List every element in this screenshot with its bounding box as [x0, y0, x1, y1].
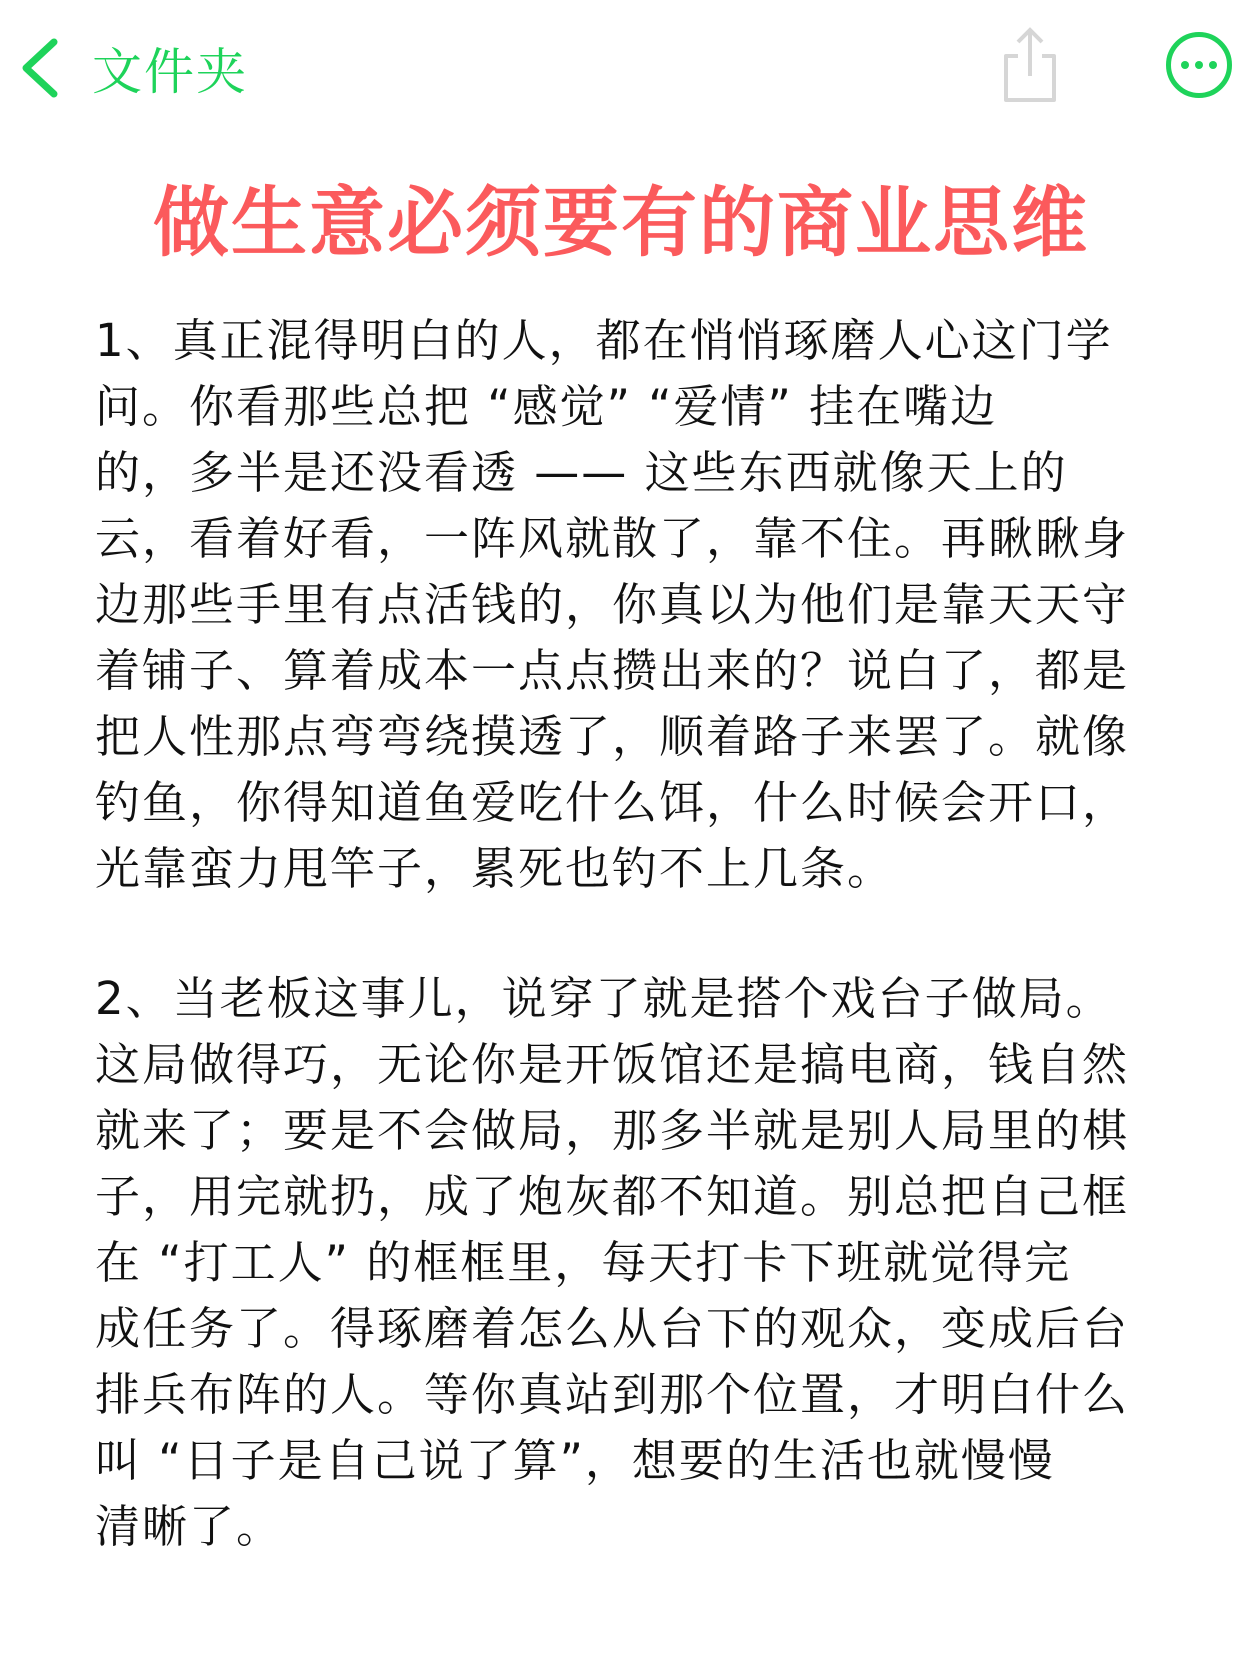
text-line: 2、当老板这事儿，说穿了就是搭个戏台子做局。 — [95, 972, 1113, 1025]
text-line: 成任务了。得琢磨着怎么从台下的观众，变成后台 — [95, 1302, 1130, 1355]
text-line: 把人性那点弯弯绕摸透了，顺着路子来罢了。就像 — [95, 710, 1130, 763]
text-line: 钓鱼，你得知道鱼爱吃什么饵，什么时候会开口， — [95, 776, 1130, 829]
text-line: 的，多半是还没看透 —— 这些东西就像天上的 — [95, 446, 1068, 499]
back-button[interactable] — [18, 32, 248, 104]
dot-icon — [1209, 61, 1217, 69]
chevron-left-icon — [18, 36, 62, 100]
text-line: 叫 “日子是自己说了算”，想要的生活也就慢慢 — [95, 1434, 1055, 1487]
text-line: 问。你看那些总把 “感觉” “爱情” 挂在嘴边 — [95, 380, 998, 433]
text-line: 排兵布阵的人。等你真站到那个位置，才明白什么 — [95, 1368, 1130, 1421]
text-line: 清晰了。 — [95, 1500, 284, 1553]
share-icon[interactable] — [1000, 26, 1060, 104]
text-line: 云，看着好看，一阵风就散了，靠不住。再瞅瞅身 — [95, 512, 1130, 565]
paragraph-1 — [95, 308, 1129, 902]
text-line: 就来了；要是不会做局，那多半就是别人局里的棋 — [95, 1104, 1130, 1157]
text-line: 1、真正混得明白的人，都在悄悄琢磨人心这门学 — [95, 314, 1113, 367]
back-label: 文件夹 — [92, 43, 248, 101]
navigation-bar — [0, 0, 1242, 130]
note-title: 做生意必须要有的商业思维 — [153, 178, 1089, 267]
text-line: 着铺子、算着成本一点点攒出来的？说白了，都是 — [95, 644, 1130, 697]
dot-icon — [1195, 61, 1203, 69]
more-options-button[interactable] — [1166, 32, 1232, 98]
dot-icon — [1181, 61, 1189, 69]
text-line: 这局做得巧，无论你是开饭馆还是搞电商，钱自然 — [95, 1038, 1130, 1091]
text-line: 边那些手里有点活钱的，你真以为他们是靠天天守 — [95, 578, 1130, 631]
text-line: 光靠蛮力甩竿子，累死也钓不上几条。 — [95, 842, 895, 895]
text-line: 子，用完就扔，成了炮灰都不知道。别总把自己框 — [95, 1170, 1130, 1223]
paragraph-2 — [95, 966, 1129, 1560]
text-line: 在 “打工人” 的框框里，每天打卡下班就觉得完 — [95, 1236, 1072, 1289]
